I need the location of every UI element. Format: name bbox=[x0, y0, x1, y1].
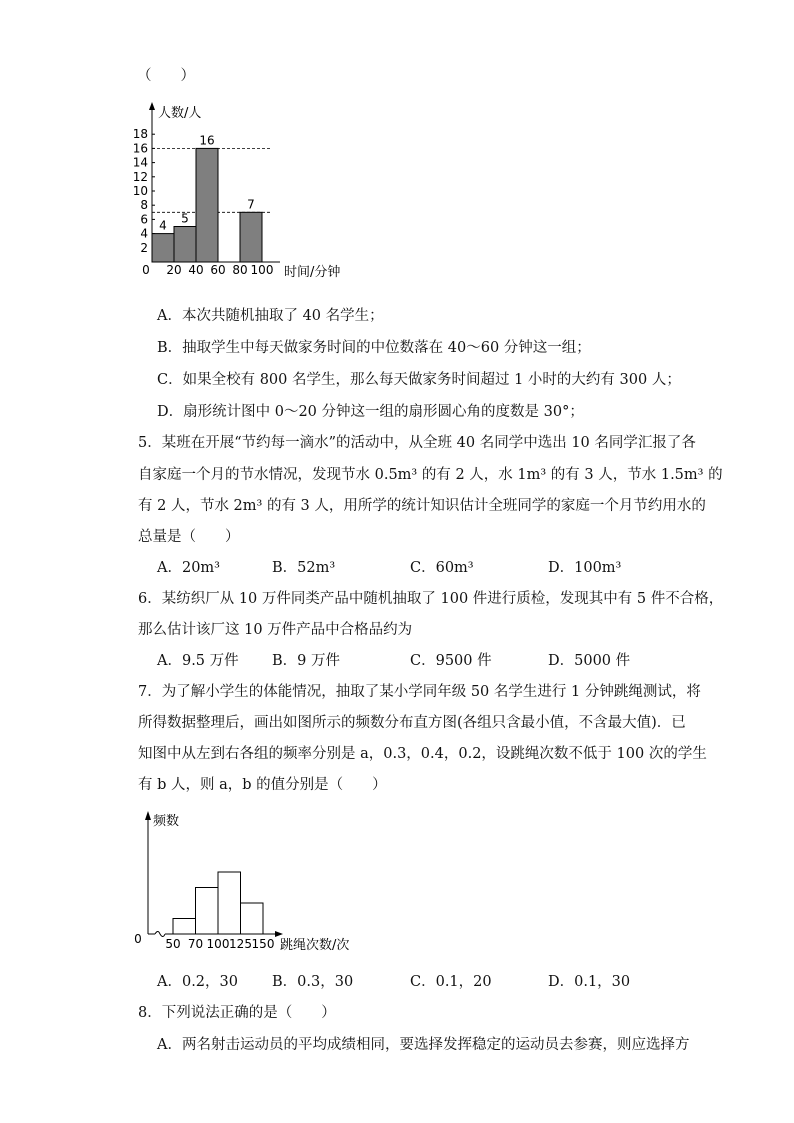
x-tick-label: 80 bbox=[232, 263, 248, 277]
x-axis-title: 跳绳次数/次 bbox=[280, 938, 350, 953]
q4-answer-bracket: （ ） bbox=[137, 68, 195, 84]
q6-line-1: 6．某纺织厂从 10 万件同类产品中随机抽取了 100 件进行质检，发现其中有 5 件不合格， bbox=[138, 591, 724, 607]
q4-option-a[interactable]: A．本次共随机抽取了 40 名学生； bbox=[157, 308, 384, 324]
bar bbox=[196, 148, 218, 262]
q4-histogram bbox=[120, 98, 360, 288]
axis-break-mark bbox=[155, 932, 165, 937]
q5-line-2: 自家庭一个月的节水情况，发现节水 0.5m³ 的有 2 人，水 1m³ 的有 3 人，节水 1.5m³ 的 bbox=[138, 467, 723, 483]
q7-histogram bbox=[125, 806, 370, 956]
y-axis-arrow bbox=[149, 102, 155, 110]
origin-label: 0 bbox=[142, 263, 150, 277]
x-tick-label: 70 bbox=[187, 937, 204, 951]
q5-option-b[interactable]: B．52m³ bbox=[272, 560, 336, 576]
y-tick-label: 18 bbox=[132, 127, 148, 142]
q6-option-a[interactable]: A．9.5 万件 bbox=[157, 653, 239, 669]
bar bbox=[240, 212, 262, 262]
bar bbox=[241, 903, 264, 934]
q7-line-1: 7．为了解小学生的体能情况，抽取了某小学同年级 50 名学生进行 1 分钟跳绳测试，将 bbox=[138, 684, 701, 700]
y-axis-arrow bbox=[145, 811, 151, 820]
bar bbox=[173, 919, 196, 935]
x-tick-label: 100 bbox=[250, 263, 274, 277]
x-tick-label: 40 bbox=[188, 263, 204, 277]
y-axis-title: 人数/人 bbox=[158, 106, 202, 121]
bar bbox=[152, 234, 174, 262]
bar bbox=[218, 872, 241, 934]
y-tick-label: 10 bbox=[132, 184, 148, 198]
q6-option-d[interactable]: D．5000 件 bbox=[548, 653, 631, 669]
y-tick-label: 16 bbox=[132, 141, 148, 156]
q5-option-d[interactable]: D．100m³ bbox=[548, 560, 622, 576]
x-tick-label: 125 bbox=[229, 937, 252, 951]
origin-label: 0 bbox=[134, 932, 142, 946]
q5-line-1: 5．某班在开展“节约每一滴水”的活动中，从全班 40 名同学中选出 10 名同学汇报了各 bbox=[138, 435, 696, 451]
y-tick-label: 8 bbox=[140, 198, 148, 213]
y-axis-title: 频数 bbox=[153, 814, 180, 829]
q8-option-a[interactable]: A．两名射击运动员的平均成绩相同，要选择发挥稳定的运动员去参赛，则应选择方 bbox=[157, 1037, 690, 1053]
q7-option-d[interactable]: D．0.1，30 bbox=[548, 974, 631, 990]
q5-line-4: 总量是（ ） bbox=[138, 529, 240, 545]
q4-option-c[interactable]: C．如果全校有 800 名学生，那么每天做家务时间超过 1 小时的大约有 300 人； bbox=[157, 372, 681, 388]
bar-data-label: 4 bbox=[159, 218, 167, 233]
bar-data-label: 7 bbox=[247, 197, 255, 212]
x-tick-label: 100 bbox=[206, 937, 230, 951]
q7-line-3: 知图中从左到右各组的频率分别是 a，0.3，0.4，0.2，设跳绳次数不低于 100 次的学生 bbox=[138, 746, 707, 762]
y-tick-label: 2 bbox=[140, 240, 148, 255]
q5-option-a[interactable]: A．20m³ bbox=[157, 560, 220, 576]
q7-line-4: 有 b 人，则 a，b 的值分别是（ ） bbox=[138, 777, 387, 793]
q8-line-1: 8．下列说法正确的是（ ） bbox=[138, 1005, 336, 1021]
q7-line-2: 所得数据整理后，画出如图所示的频数分布直方图(各组只含最小值，不含最大值)．已 bbox=[138, 715, 686, 731]
q5-option-c[interactable]: C．60m³ bbox=[410, 560, 474, 576]
q5-line-3: 有 2 人，节水 2m³ 的有 3 人，用所学的统计知识估计全班同学的家庭一个月节约用水的 bbox=[138, 498, 706, 514]
bar-data-label: 16 bbox=[199, 133, 215, 148]
x-tick-label: 60 bbox=[210, 263, 226, 277]
q6-option-b[interactable]: B．9 万件 bbox=[272, 653, 340, 669]
x-tick-label: 20 bbox=[166, 263, 182, 277]
q6-line-2: 那么估计该厂这 10 万件产品中合格品约为 bbox=[138, 622, 413, 638]
bar bbox=[196, 888, 219, 935]
x-axis-title: 时间/分钟 bbox=[284, 265, 341, 280]
x-axis-arrow bbox=[275, 931, 283, 937]
y-tick-label: 6 bbox=[140, 212, 148, 227]
y-tick-label: 4 bbox=[140, 226, 148, 241]
q7-option-b[interactable]: B．0.3，30 bbox=[272, 974, 354, 990]
q7-option-a[interactable]: A．0.2，30 bbox=[157, 974, 238, 990]
q4-option-d[interactable]: D．扇形统计图中 0～20 分钟这一组的扇形圆心角的度数是 30°； bbox=[157, 404, 584, 420]
bar-data-label: 5 bbox=[181, 211, 189, 226]
x-tick-label: 50 bbox=[165, 937, 181, 951]
bar bbox=[174, 227, 196, 263]
y-tick-label: 14 bbox=[132, 155, 148, 170]
x-tick-label: 150 bbox=[251, 937, 275, 951]
q7-option-c[interactable]: C．0.1，20 bbox=[410, 974, 492, 990]
y-tick-label: 12 bbox=[132, 169, 148, 184]
q4-option-b[interactable]: B．抽取学生中每天做家务时间的中位数落在 40～60 分钟这一组； bbox=[157, 340, 591, 356]
q6-option-c[interactable]: C．9500 件 bbox=[410, 653, 492, 669]
